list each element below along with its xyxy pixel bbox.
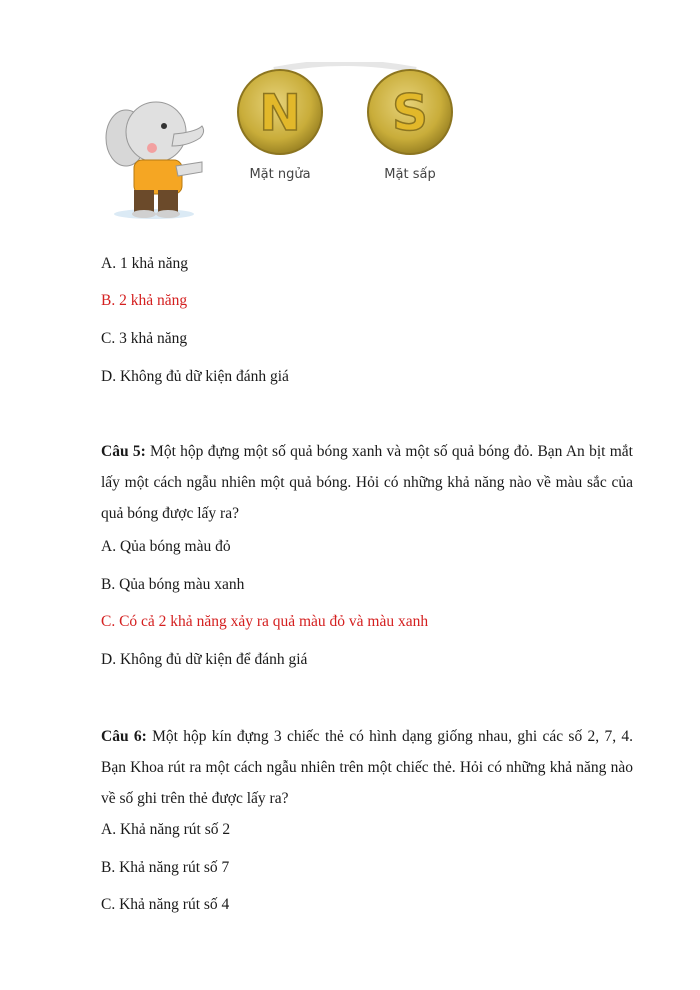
question-6-text: Một hộp kín đựng 3 chiếc thẻ có hình dạng giống nhau, ghi các số 2, 7, 4. Bạn Khoa rút ra một cách ngẫu nhiên trên một chiếc thẻ. Hỏi có những khả năng nào về số ghi trên thẻ được lấy ra? [101,728,634,807]
q6-option-b: B. Khả năng rút số 7 [101,859,230,876]
question-6-number: Câu 6: [101,728,147,745]
coin-tails-icon [368,70,452,182]
q4-option-a: A. 1 khả năng [101,255,188,272]
q5-option-d: D. Không đủ dữ kiện để đánh giá [101,651,308,668]
q6-option-c: C. Khả năng rút số 4 [101,896,230,913]
coin-heads-caption: Mặt ngửa [249,167,311,182]
q4-option-b: B. 2 khả năng [101,292,188,309]
coin-illustration [104,62,460,222]
coin-tails-letter: S [391,84,429,142]
q4-option-c: C. 3 khả năng [101,330,188,347]
q5-option-b: B. Qủa bóng màu xanh [101,576,245,593]
question-5 [101,436,633,529]
question-5-number: Câu 5: [101,443,146,460]
q6-option-a: A. Khả năng rút số 2 [101,821,231,838]
q5-option-a: A. Qủa bóng màu đỏ [101,538,231,555]
coin-heads-letter: N [259,84,301,142]
question-5-text: Một hộp đựng một số quả bóng xanh và một số quả bóng đỏ. Bạn An bịt mắt lấy một cách ngẫu nhiên một quả bóng. Hỏi có những khả năng nào về màu sắc của quả bóng được lấy ra? [101,443,633,522]
coin-heads-icon [238,70,322,182]
q4-option-d: D. Không đủ dữ kiện đánh giá [101,368,289,385]
coin-tails-caption: Mặt sấp [384,167,436,182]
elephant-icon [106,102,204,219]
question-6 [101,721,633,814]
q5-option-c: C. Có cả 2 khả năng xảy ra quả màu đỏ và màu xanh [101,613,429,630]
